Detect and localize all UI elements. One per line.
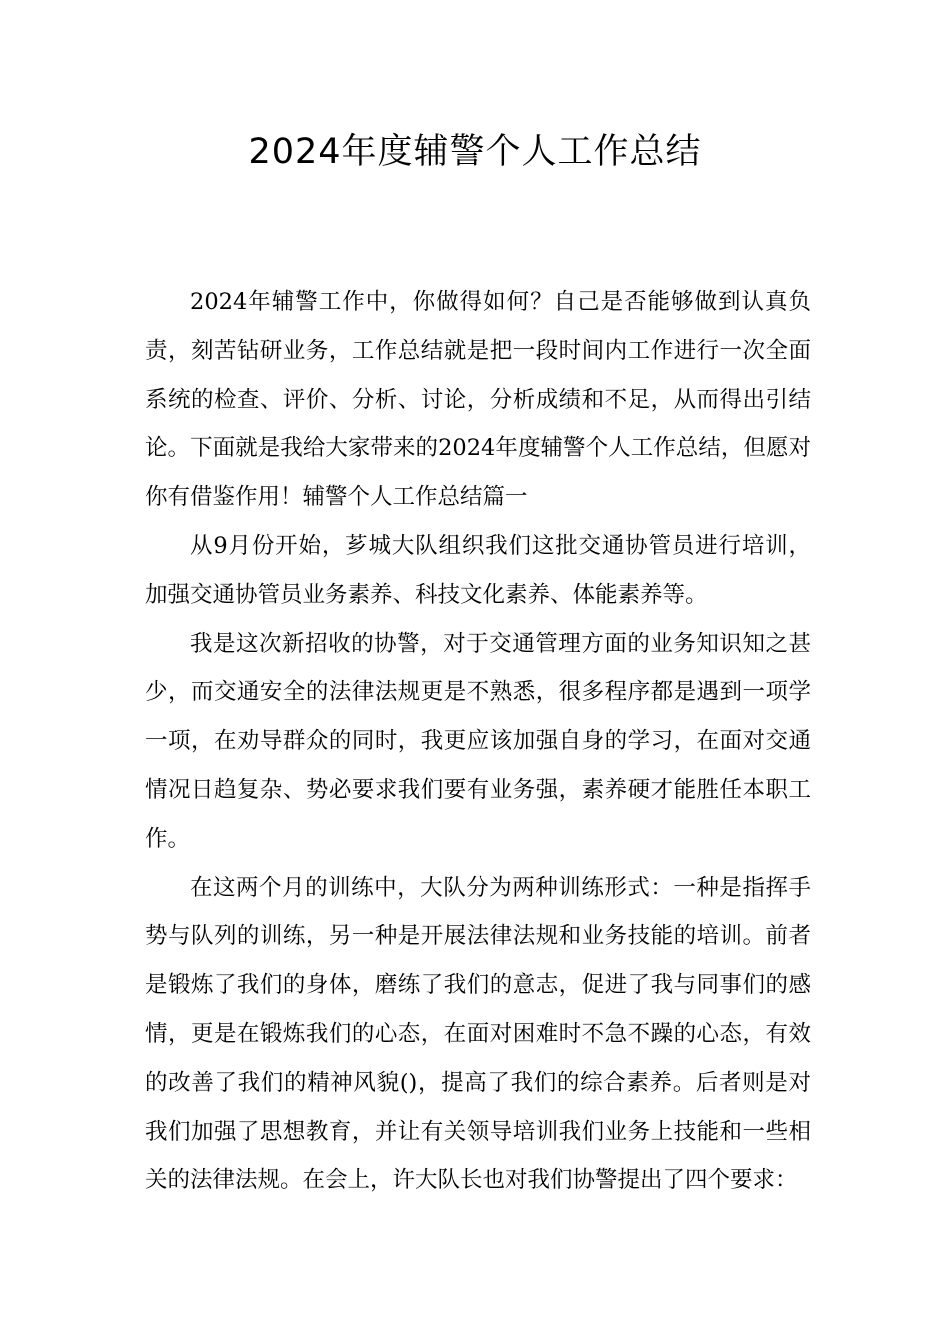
document-body — [145, 278, 811, 1205]
document-title: 2024年度辅警个人工作总结 — [248, 132, 702, 172]
paragraph-training-start: 从9月份开始，芗城大队组织我们这批交通协管员进行培训，加强交通协管员业务素养、科技文化素养、体能素养等。 — [145, 532, 811, 608]
paragraph-new-recruit: 我是这次新招收的协警，对于交通管理方面的业务知识知之甚少，而交通安全的法律法规更是不熟悉，很多程序都是遇到一项学一项，在劝导群众的同时，我更应该加强自身的学习，在面对交通情况日趋复杂、势必要求我们要有业务强，素养硬才能胜任本职工作。 — [145, 630, 811, 852]
paragraph-training-forms: 在这两个月的训练中，大队分为两种训练形式：一种是指挥手势与队列的训练，另一种是开展法律法规和业务技能的培训。前者是锻炼了我们的身体，磨练了我们的意志，促进了我与同事们的感情，更是在锻炼我们的心态，在面对困难时不急不躁的心态，有效的改善了我们的精神风貌()，提高了我们的综合素养。后者则是对我们加强了思想教育，并让有关领导培训我们业务上技能和一些相关的法律法规。在会上，许大队长也对我们协警提出了四个要求： — [145, 874, 811, 1194]
paragraph-intro: 2024年辅警工作中，你做得如何？自己是否能够做到认真负责，刻苦钻研业务，工作总结就是把一段时间内工作进行一次全面系统的检查、评价、分析、讨论，分析成绩和不足，从而得出引结论。下面就是我给大家带来的2024年度辅警个人工作总结，但愿对你有借鉴作用！辅警个人工作总结篇一 — [145, 289, 811, 511]
